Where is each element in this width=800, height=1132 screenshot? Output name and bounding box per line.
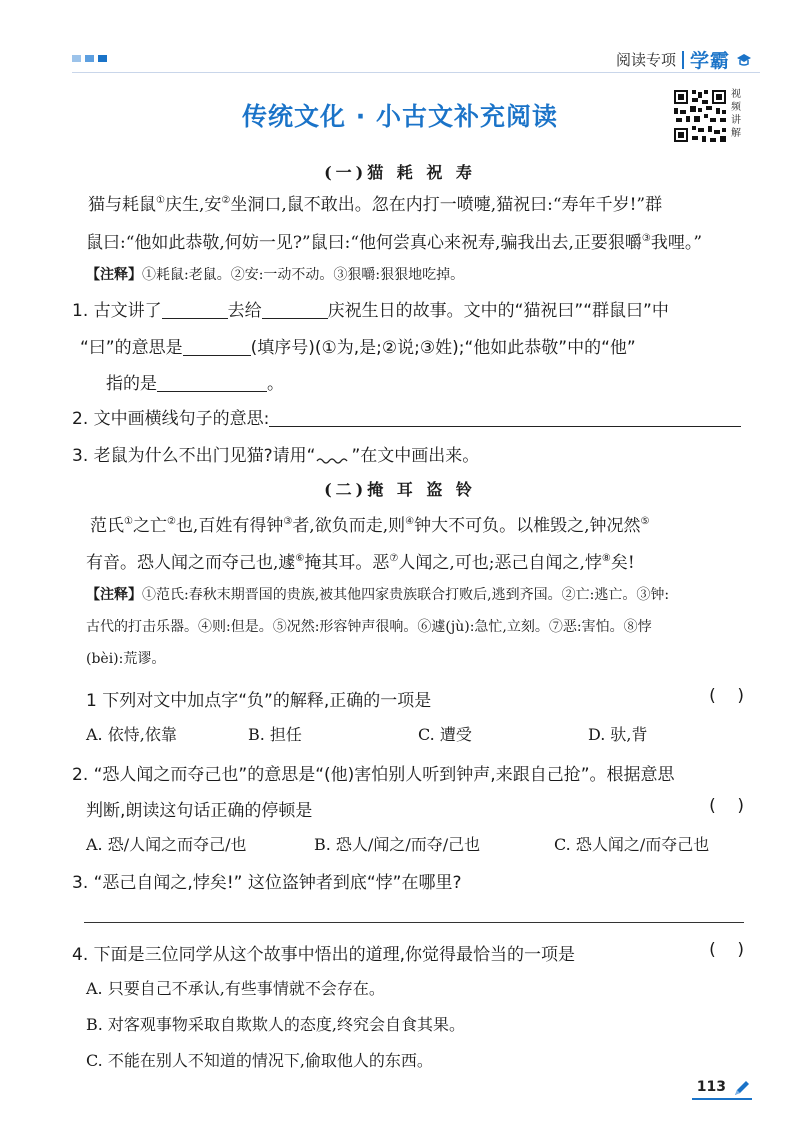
footnote-mark: ③ bbox=[641, 233, 651, 244]
footnote-mark: ③ bbox=[283, 516, 293, 527]
option-a[interactable]: A. 只要自己不承认,有些事情就不会存在。 bbox=[86, 979, 385, 998]
question-1-3 bbox=[72, 441, 479, 466]
text: 者,欲负而走,则 bbox=[292, 516, 406, 536]
text: 我哩。” bbox=[650, 233, 703, 253]
answer-blank[interactable] bbox=[162, 300, 228, 319]
passage-1-line-1 bbox=[88, 190, 662, 215]
footnote-mark: ④ bbox=[405, 516, 415, 527]
section-heading-1: (一)猫 耗 祝 寿 bbox=[324, 163, 476, 182]
footnote-mark: ② bbox=[221, 195, 231, 206]
passage-1-line-2 bbox=[86, 228, 702, 253]
header-divider bbox=[682, 51, 684, 69]
text: 矣! bbox=[610, 553, 635, 573]
text: 也,百姓有得钟 bbox=[175, 516, 284, 536]
passage-2-line-2 bbox=[86, 548, 635, 573]
option-a[interactable]: A. 依恃,依靠 bbox=[86, 725, 177, 744]
answer-blank[interactable] bbox=[183, 337, 251, 356]
text: 2. 文中画横线句子的意思: bbox=[72, 409, 270, 429]
header-dot bbox=[98, 55, 107, 62]
text: 庆生,安 bbox=[164, 195, 222, 215]
footnote-mark: ⑧ bbox=[601, 553, 611, 564]
header-dot bbox=[85, 55, 94, 62]
text: 猫与耗鼠 bbox=[88, 195, 156, 215]
qr-code-icon[interactable] bbox=[672, 88, 728, 144]
answer-blank[interactable] bbox=[157, 373, 267, 392]
text: 钟大不可负。以椎毁之,钟况然 bbox=[414, 516, 641, 536]
footnote-mark: ① bbox=[124, 516, 133, 527]
annotation-text: ①耗鼠:老鼠。②安:一动不动。③狠嚼:狠狠地吃掉。 bbox=[142, 267, 465, 283]
annotation-text: ①范氏:春秋末期晋国的贵族,被其他四家贵族联合打败后,逃到齐国。②亡:逃亡。③钟: bbox=[142, 587, 670, 603]
answer-parentheses[interactable]: ( ) bbox=[709, 686, 744, 706]
answer-blank[interactable] bbox=[269, 408, 741, 427]
annotation-label: 【注释】 bbox=[86, 587, 142, 603]
option-c[interactable]: C. 恐人闻之/而夺己也 bbox=[554, 835, 710, 854]
question-2-2-line-2: 判断,朗读这句话正确的停顿是 bbox=[86, 801, 313, 821]
text: 鼠曰:“他如此恭敬,何妨一见?”鼠曰:“他何尝真心来祝寿,骗我出去,正要狠嚼 bbox=[86, 233, 642, 253]
answer-parentheses[interactable]: ( ) bbox=[709, 796, 744, 816]
question-1-1-line-2 bbox=[80, 333, 636, 358]
text: 去给 bbox=[227, 301, 262, 321]
text: 掩其耳。恶 bbox=[304, 553, 390, 573]
header-section: 阅读专项 bbox=[615, 51, 676, 69]
text: 庆祝生日的故事。文中的“猫祝曰”“群鼠曰”中 bbox=[327, 301, 669, 321]
header-right bbox=[616, 46, 752, 73]
option-c[interactable]: C. 遭受 bbox=[418, 725, 472, 744]
text: 范氏 bbox=[90, 516, 124, 536]
text: 坐洞口,鼠不敢出。忽在内打一喷嚏,猫祝曰:“寿年千岁!”群 bbox=[230, 195, 663, 215]
text: (填序号)(①为,是;②说;③姓);“他如此恭敬”中的“他” bbox=[250, 338, 636, 358]
annotation-2-line-3: (bèi):荒谬。 bbox=[86, 651, 166, 667]
annotation-2-line-2: 古代的打击乐器。④则:但是。⑤况然:形容钟声很响。⑥遽(jù):急忙,立刻。⑦恶:害怕。⑧悖 bbox=[86, 619, 652, 635]
text: 之亡 bbox=[132, 516, 167, 536]
qr-label: 视频讲解 bbox=[731, 89, 741, 139]
question-2-3: 3. “恶己自闻之,悖矣!” 这位盗钟者到底“悖”在哪里? bbox=[72, 873, 462, 893]
option-b[interactable]: B. 担任 bbox=[248, 725, 302, 744]
text: 。 bbox=[267, 374, 284, 394]
text: 人闻之,可也;恶己自闻之,悖 bbox=[398, 553, 602, 573]
annotation-2-line-1 bbox=[86, 584, 669, 604]
footnote-mark: ⑤ bbox=[640, 516, 650, 527]
answer-parentheses[interactable]: ( ) bbox=[709, 940, 744, 960]
footer-rule bbox=[692, 1098, 752, 1100]
answer-line[interactable] bbox=[84, 922, 744, 923]
option-b[interactable]: B. 对客观事物采取自欺欺人的态度,终究会自食其果。 bbox=[86, 1015, 466, 1034]
option-d[interactable]: D. 驮,背 bbox=[588, 725, 648, 744]
question-1-2 bbox=[72, 404, 741, 429]
footnote-mark: ① bbox=[156, 195, 165, 206]
page-number: 113 bbox=[696, 1079, 726, 1095]
text: 1. 古文讲了 bbox=[72, 301, 162, 321]
question-1-1 bbox=[72, 296, 669, 321]
page-title: 传统文化 · 小古文补充阅读 bbox=[242, 102, 558, 131]
question-1-1-line-3 bbox=[106, 369, 284, 394]
pencil-icon bbox=[732, 1078, 752, 1098]
answer-blank[interactable] bbox=[262, 300, 328, 319]
footnote-mark: ⑦ bbox=[389, 553, 399, 564]
text: “曰”的意思是 bbox=[80, 338, 183, 358]
header-decoration bbox=[72, 55, 107, 62]
annotation-label: 【注释】 bbox=[86, 267, 142, 283]
footnote-mark: ⑥ bbox=[295, 553, 305, 564]
option-c[interactable]: C. 不能在别人不知道的情况下,偷取他人的东西。 bbox=[86, 1051, 433, 1070]
annotation-1 bbox=[86, 264, 464, 284]
text: 指的是 bbox=[106, 374, 157, 394]
question-2-4: 4. 下面是三位同学从这个故事中悟出的道理,你觉得最恰当的一项是 bbox=[72, 945, 576, 965]
graduation-cap-icon bbox=[736, 53, 752, 67]
text: 3. 老鼠为什么不出门见猫?请用“ bbox=[72, 446, 316, 466]
option-b[interactable]: B. 恐人/闻之/而夺/己也 bbox=[314, 835, 481, 854]
text: 有音。恐人闻之而夺己也,遽 bbox=[86, 553, 296, 573]
wavy-underline-icon bbox=[315, 453, 351, 465]
header-dot bbox=[72, 55, 81, 62]
option-a[interactable]: A. 恐/人闻之而夺己/也 bbox=[86, 835, 247, 854]
question-2-1: 1 下列对文中加点字“负”的解释,正确的一项是 bbox=[86, 691, 432, 711]
section-heading-2: (二)掩 耳 盗 铃 bbox=[324, 480, 476, 499]
brand-logo: 学霸 bbox=[689, 50, 730, 72]
passage-2-line-1 bbox=[90, 511, 649, 536]
footnote-mark: ② bbox=[166, 516, 176, 527]
text: ”在文中画出来。 bbox=[351, 446, 480, 466]
question-2-2: 2. “恐人闻之而夺己也”的意思是“(他)害怕别人听到钟声,来跟自己抢”。根据意思 bbox=[72, 765, 675, 785]
